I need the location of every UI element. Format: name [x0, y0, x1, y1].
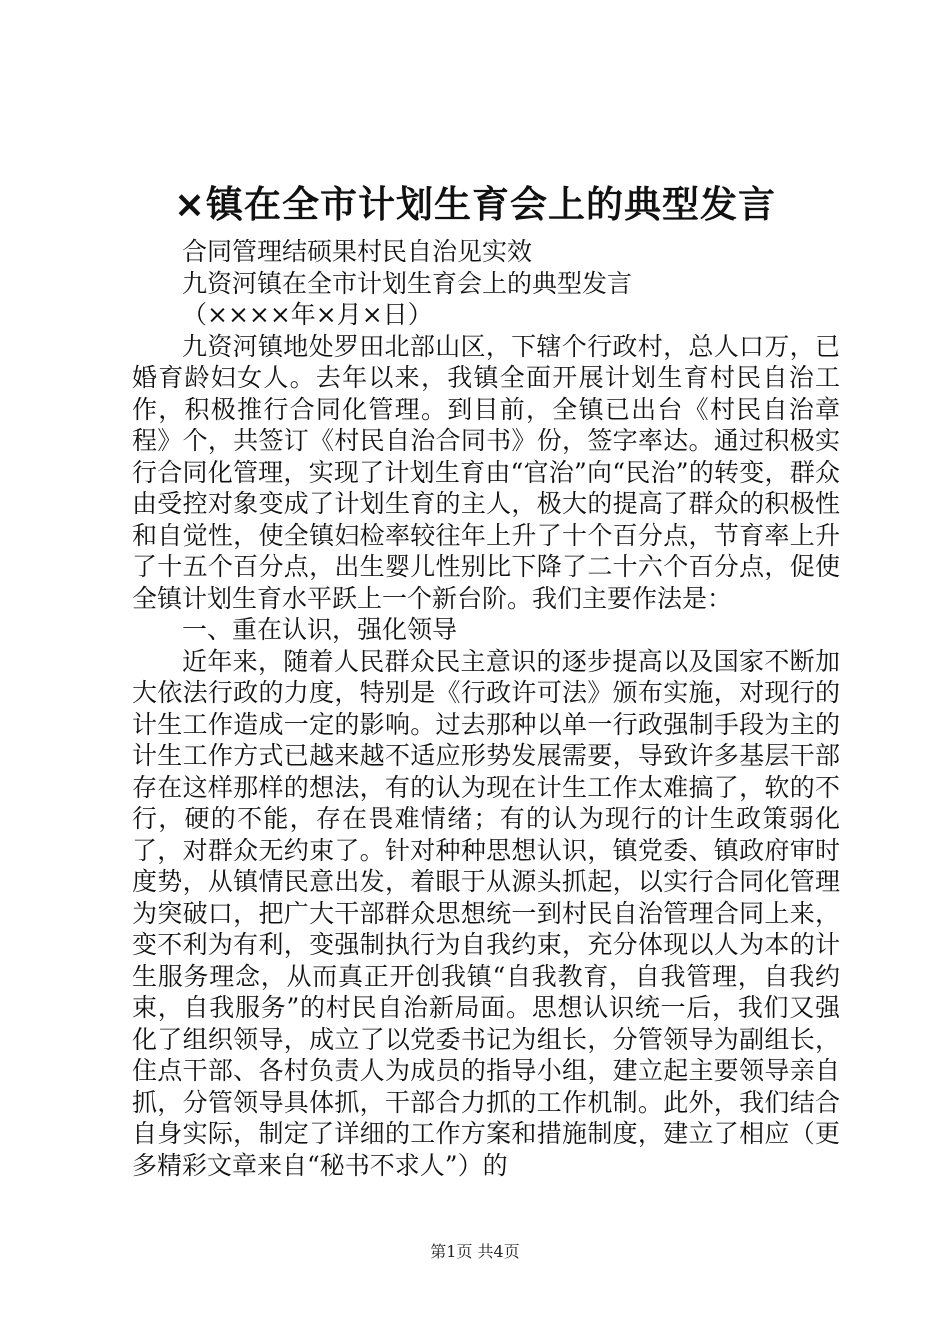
subtitle-line: 九资河镇在全市计划生育会上的典型发言: [182, 268, 633, 298]
page-number: 第1页 共4页: [430, 1242, 520, 1261]
document-title: ×镇在全市计划生育会上的典型发言: [173, 183, 776, 226]
date-line: （××××年×月×日）: [182, 300, 433, 329]
document-body: [132, 236, 840, 1181]
body-paragraph: 九资河镇地处罗田北部山区，下辖个行政村，总人口万，已婚育龄妇女人。去年以来，我镇全面开展计划生育村民自治工作，积极推行合同化管理。到目前，全镇已出台《村民自治章程》个，共签订《村民自治合同书》份，签字率达。通过积极实行合同化管理，实现了计划生育由“官治”向“民治”的转变，群众由受控对象变成了计划生育的主人，极大的提高了群众的积极性和自觉性，使全镇妇检率较往年上升了十个百分点，节育率上升了十五个百分点，出生婴儿性别比下降了二十六个百分点，促使全镇计划生育水平跃上一个新台阶。我们主要作法是：: [132, 331, 840, 613]
subtitle-line: 合同管理结硕果村民自治见实效: [182, 237, 533, 266]
body-paragraph: 近年来，随着人民群众民主意识的逐步提高以及国家不断加大依法行政的力度，特别是《行政许可法》颁布实施，对现行的计生工作造成一定的影响。过去那种以单一行政强制手段为主的计生工作方式已越来越不适应形势发展需要，导致许多基层干部存在这样那样的想法，有的认为现在计生工作太难搞了，软的不行，硬的不能，存在畏难情绪；有的认为现行的计生政策弱化了，对群众无约束了。针对种种思想认识，镇党委、镇政府审时度势，从镇情民意出发，着眼于从源头抓起，以实行合同化管理为突破口，把广大干部群众思想统一到村民自治管理合同上来，变不利为有利，变强制执行为自我约束，充分体现以人为本的计生服务理念，从而真正开创我镇“自我教育，自我管理，自我约束，自我服务”的村民自治新局面。思想认识统一后，我们又强化了组织领导，成立了以党委书记为组长，分管领导为副组长，住点干部、各村负责人为成员的指导小组，建立起主要领导亲自抓，分管领导具体抓，干部合力抓的工作机制。此外，我们结合自身实际，制定了详细的工作方案和措施制度，建立了相应（更多精彩文章来自“秘书不求人”）的: [132, 646, 840, 1180]
section-heading: 一、重在认识，强化领导: [182, 615, 458, 644]
